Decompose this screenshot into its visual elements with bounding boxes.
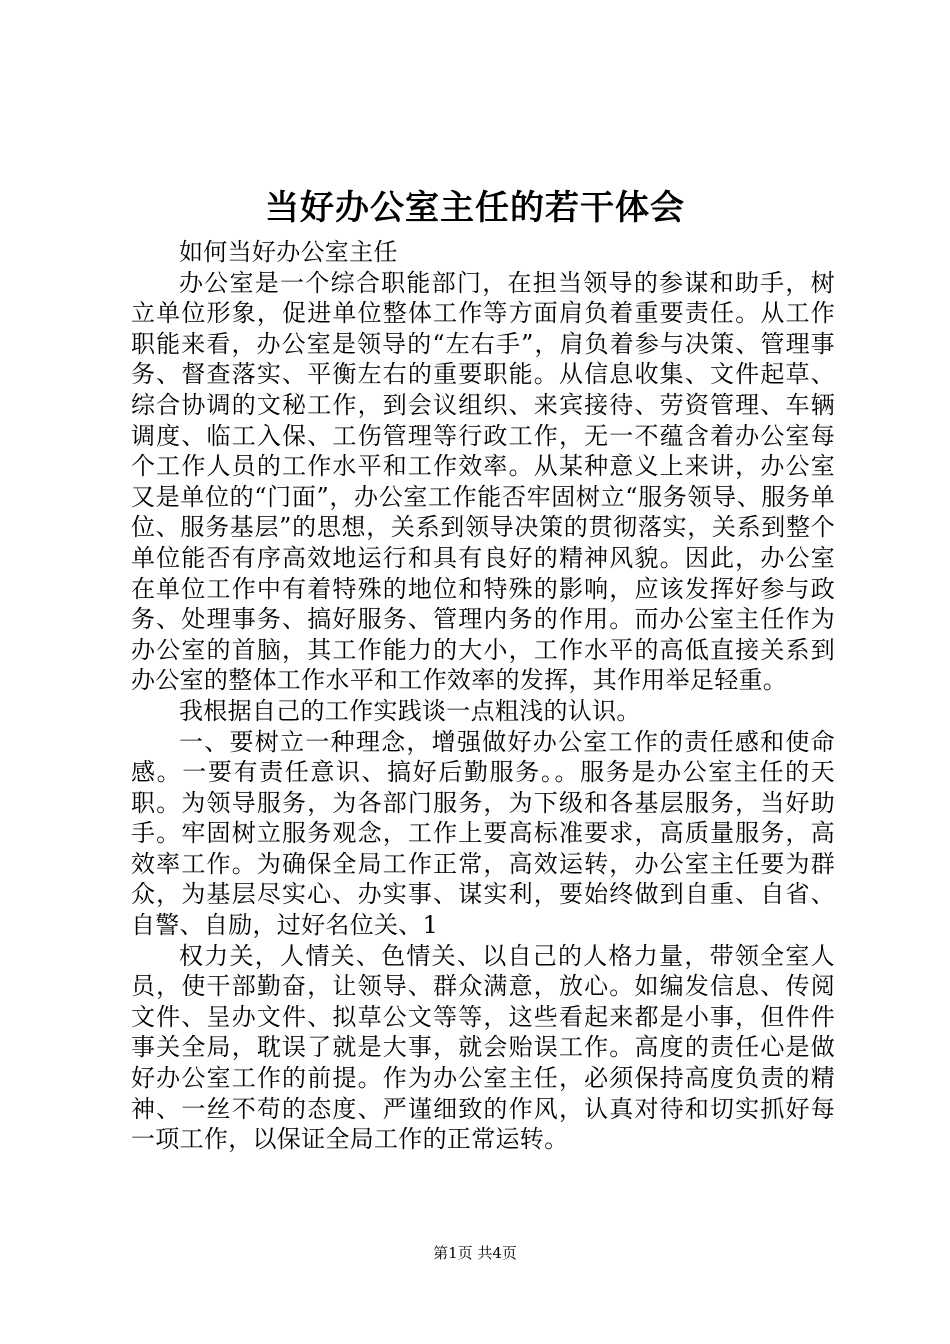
paragraph: 权力关，人情关、色情关、以自己的人格力量，带领全室人员，使干部勤奋，让领导、群众满意，放心。如编发信息、传阅文件、呈办文件、拟草公文等等，这些看起来都是小事，但件件事关全局，耽误了就是大事，就会贻误工作。高度的责任心是做好办公室工作的前提。作为办公室主任，必须保持高度负责的精神、一丝不苟的态度、严谨细致的作风，认真对待和切实抓好每一项工作，以保证全局工作的正常运转。 bbox=[131, 941, 835, 1154]
page-footer bbox=[0, 1243, 950, 1263]
paragraph: 一、要树立一种理念，增强做好办公室工作的责任感和使命感。一要有责任意识、搞好后勤服务。。服务是办公室主任的天职。为领导服务，为各部门服务，为下级和各基层服务，当好助手。牢固树立服务观念，工作上要高标准要求，高质量服务，高效率工作。为确保全局工作正常，高效运转，办公室主任要为群众，为基层尽实心、办实事、谋实利，要始终做到自重、自省、自警、自励，过好名位关、1 bbox=[131, 727, 835, 940]
paragraph: 办公室是一个综合职能部门，在担当领导的参谋和助手，树立单位形象，促进单位整体工作等方面肩负着重要责任。从工作职能来看，办公室是领导的“左右手”，肩负着参与决策、管理事务、督查落实、平衡左右的重要职能。从信息收集、文件起草、综合协调的文秘工作，到会议组织、来宾接待、劳资管理、车辆调度、临工入保、工伤管理等行政工作，无一不蕴含着办公室每个工作人员的工作水平和工作效率。从某种意义上来讲，办公室又是单位的“门面”，办公室工作能否牢固树立“服务领导、服务单位、服务基层”的思想，关系到领导决策的贯彻落实，关系到整个单位能否有序高效地运行和具有良好的精神风貌。因此，办公室在单位工作中有着特殊的地位和特殊的影响，应该发挥好参与政务、处理事务、搞好服务、管理内务的作用。而办公室主任作为办公室的首脑，其工作能力的大小，工作水平的高低直接关系到办公室的整体工作水平和工作效率的发挥，其作用举足轻重。 bbox=[131, 268, 835, 695]
paragraph-heading: 如何当好办公室主任 bbox=[179, 238, 398, 266]
paragraph: 我根据自己的工作实践谈一点粗浅的认识。 bbox=[179, 696, 641, 725]
document-title: 当好办公室主任的若干体会 bbox=[265, 188, 685, 228]
page-indicator: 第1页 共4页 bbox=[433, 1244, 517, 1262]
document-body bbox=[131, 237, 835, 1155]
